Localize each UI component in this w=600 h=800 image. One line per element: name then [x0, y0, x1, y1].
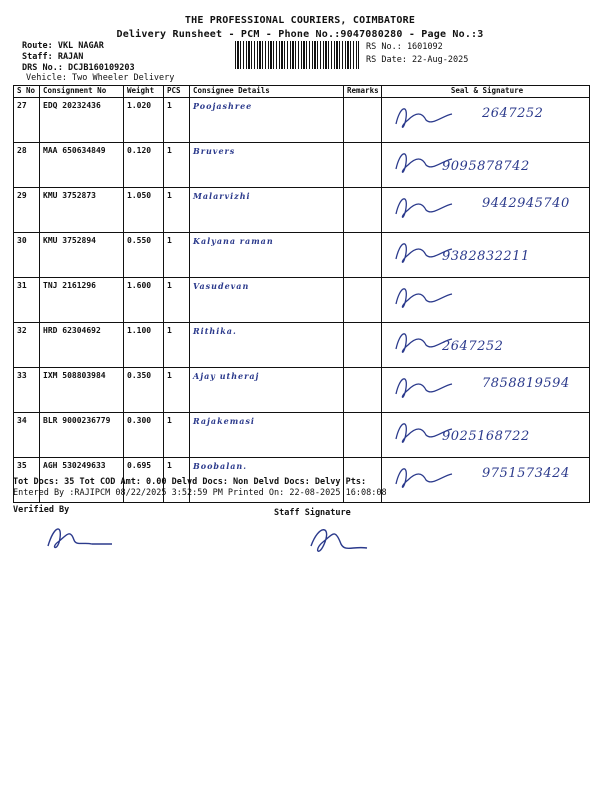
- row-weight: 1.100: [124, 323, 164, 368]
- totals-line: Tot Docs: 35 Tot COD Amt: 0.00 Delvd Docs: Non Delvd Docs: Delvy Pts:: [13, 477, 367, 487]
- signature-scribble: [382, 190, 472, 224]
- row-weight: 1.600: [124, 278, 164, 323]
- row-signature: [382, 233, 590, 278]
- signature-phone-number: 2647252: [482, 106, 544, 121]
- row-remarks: [344, 188, 382, 233]
- row-consignment-no: MAA 650634849: [40, 143, 124, 188]
- signature-scribble: [382, 100, 472, 134]
- row-consignee: Ajay utheraj: [190, 368, 344, 413]
- signature-phone-number: 7858819594: [482, 376, 570, 391]
- vehicle-label: Vehicle: Two Wheeler Delivery: [26, 73, 175, 83]
- staff-label: Staff: RAJAN: [22, 52, 84, 62]
- row-weight: 0.300: [124, 413, 164, 458]
- row-weight: 0.350: [124, 368, 164, 413]
- row-consignee: Kalyana raman: [190, 233, 344, 278]
- row-sno: 31: [14, 278, 40, 323]
- table-row: [14, 98, 590, 143]
- row-pcs: 1: [164, 368, 190, 413]
- staff-signature-label: Staff Signature: [274, 508, 351, 518]
- row-pcs: 1: [164, 188, 190, 233]
- row-consignee: Malarvizhi: [190, 188, 344, 233]
- signature-phone-number: 9025168722: [442, 429, 530, 444]
- table-row: [14, 323, 590, 368]
- row-pcs: 1: [164, 233, 190, 278]
- row-pcs: 1: [164, 98, 190, 143]
- row-signature: [382, 143, 590, 188]
- row-pcs: 1: [164, 413, 190, 458]
- row-sno: 34: [14, 413, 40, 458]
- row-signature: [382, 278, 590, 323]
- row-pcs: 1: [164, 278, 190, 323]
- row-weight: 0.120: [124, 143, 164, 188]
- row-consignment-no: IXM 508803984: [40, 368, 124, 413]
- row-consignee: Boobalan.: [190, 458, 344, 503]
- row-pcs: 1: [164, 323, 190, 368]
- row-sno: 28: [14, 143, 40, 188]
- row-sno: 35: [14, 458, 40, 503]
- row-consignment-no: KMU 3752894: [40, 233, 124, 278]
- runsheet-table: [13, 85, 590, 503]
- col-header-sno: S No: [14, 86, 40, 98]
- table-row: [14, 143, 590, 188]
- row-remarks: [344, 233, 382, 278]
- row-consignment-no: EDQ 20232436: [40, 98, 124, 143]
- row-signature: [382, 98, 590, 143]
- signature-phone-number: 9751573424: [482, 466, 570, 481]
- table-row: [14, 368, 590, 413]
- row-consignment-no: HRD 62304692: [40, 323, 124, 368]
- row-signature: [382, 323, 590, 368]
- col-header-signature: Seal & Signature: [382, 86, 590, 98]
- col-header-remarks: Remarks: [344, 86, 382, 98]
- signature-scribble: [382, 460, 472, 494]
- signature-scribble: [382, 280, 472, 314]
- drs-number: DRS No.: DCJB160109203: [22, 63, 135, 73]
- row-sno: 32: [14, 323, 40, 368]
- row-remarks: [344, 368, 382, 413]
- row-weight: 1.020: [124, 98, 164, 143]
- route-label: Route: VKL NAGAR: [22, 41, 104, 51]
- row-weight: 0.550: [124, 233, 164, 278]
- row-signature: [382, 413, 590, 458]
- row-consignee: Rajakemasi: [190, 413, 344, 458]
- row-signature: [382, 188, 590, 233]
- row-sno: 33: [14, 368, 40, 413]
- col-header-consignment: Consignment No: [40, 86, 124, 98]
- col-header-consignee: Consignee Details: [190, 86, 344, 98]
- row-consignment-no: TNJ 2161296: [40, 278, 124, 323]
- row-pcs: 1: [164, 143, 190, 188]
- company-title: THE PROFESSIONAL COURIERS, COIMBATORE: [184, 15, 416, 26]
- staff-signature: [305, 520, 375, 556]
- row-remarks: [344, 143, 382, 188]
- signature-phone-number: 9442945740: [482, 196, 570, 211]
- runsheet-title: Delivery Runsheet - PCM - Phone No.:9047080280 - Page No.:3: [116, 29, 484, 40]
- row-remarks: [344, 323, 382, 368]
- col-header-weight: Weight: [124, 86, 164, 98]
- row-consignment-no: AGH 530249633: [40, 458, 124, 503]
- row-consignee: Poojashree: [190, 98, 344, 143]
- signature-scribble: [382, 370, 472, 404]
- signature-phone-number: 9095878742: [442, 159, 530, 174]
- row-signature: [382, 458, 590, 503]
- table-row: [14, 233, 590, 278]
- row-weight: 0.695: [124, 458, 164, 503]
- row-weight: 1.050: [124, 188, 164, 233]
- row-sno: 27: [14, 98, 40, 143]
- row-consignee: Bruvers: [190, 143, 344, 188]
- row-consignment-no: BLR 9000236779: [40, 413, 124, 458]
- rs-number: RS No.: 1601092: [366, 42, 443, 52]
- table-header-row: [14, 86, 590, 98]
- row-consignee: Rithika.: [190, 323, 344, 368]
- verified-by-label: Verified By: [13, 505, 70, 515]
- row-remarks: [344, 413, 382, 458]
- signature-phone-number: 9382832211: [442, 249, 530, 264]
- signature-phone-number: 2647252: [442, 339, 504, 354]
- rs-date: RS Date: 22-Aug-2025: [366, 55, 469, 65]
- table-row: [14, 278, 590, 323]
- col-header-pcs: PCS: [164, 86, 190, 98]
- row-remarks: [344, 98, 382, 143]
- row-consignee: Vasudevan: [190, 278, 344, 323]
- barcode: [235, 41, 359, 69]
- row-remarks: [344, 278, 382, 323]
- row-sno: 30: [14, 233, 40, 278]
- row-sno: 29: [14, 188, 40, 233]
- row-pcs: 1: [164, 458, 190, 503]
- verified-signature: [40, 518, 120, 554]
- row-signature: [382, 368, 590, 413]
- row-consignment-no: KMU 3752873: [40, 188, 124, 233]
- entered-printed-line: Entered By :RAJIPCM 08/22/2025 3:52:59 PM Printed On: 22-08-2025 16:08:08: [13, 488, 387, 498]
- table-row: [14, 188, 590, 233]
- table-row: [14, 413, 590, 458]
